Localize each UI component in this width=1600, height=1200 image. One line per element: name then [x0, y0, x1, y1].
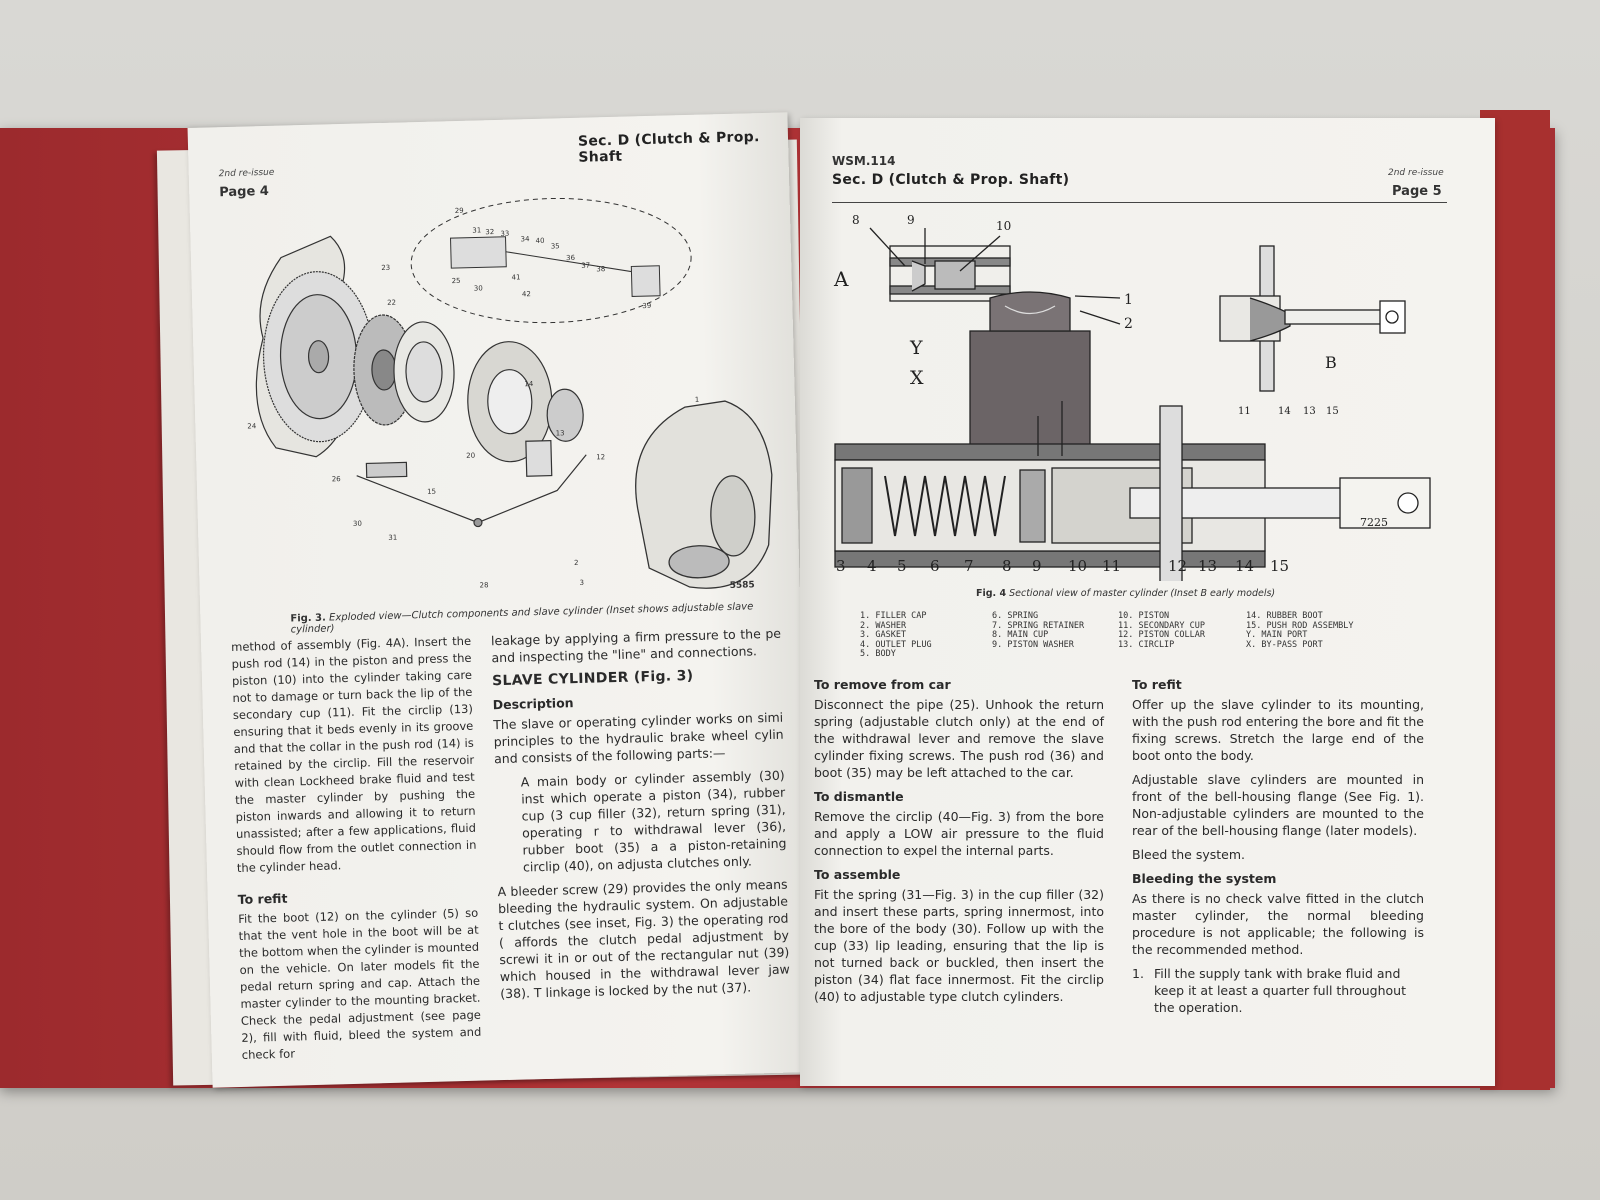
- legend-item: 6. SPRING: [992, 611, 1039, 621]
- svg-text:30: 30: [473, 284, 483, 293]
- bottom-label-13: 13: [1198, 557, 1218, 575]
- svg-text:12: 12: [596, 453, 606, 462]
- legend-item: 1. FILLER CAP: [860, 611, 927, 621]
- top-label-9: 9: [907, 213, 915, 227]
- bleeding-step-1: [1132, 965, 1424, 1016]
- svg-text:31: 31: [388, 533, 398, 542]
- assemble-para: Fit the spring (31—Fig. 3) in the cup filler (32) and insert these parts, spring innermost, into the bore of the body (30). Follow up with the cup (33) lip leading, ensuring that the lip is not turned back or buckled, then insert the piston (34) flat face innermost. Fit the circlip (40) to adjustable type clutch cylinders.: [814, 887, 1104, 1004]
- svg-text:29: 29: [454, 206, 464, 216]
- legend-item: 2. WASHER: [860, 620, 907, 631]
- left-figure-number: 5585: [729, 580, 755, 591]
- dismantle-para: Remove the circlip (40—Fig. 3) from the bore and apply a LOW air pressure to the fluid connection to expel the internal parts.: [814, 809, 1104, 858]
- svg-text:34: 34: [520, 235, 530, 244]
- left-col1-para1: method of assembly (Fig. 4A). Insert the push rod (14) in the piston and press the piston (10) into the cylinder taking care not to damage or turn back the lip of the secondary cup (11). Fit the circlip (13) ensuring that it beds evenly in its groove and that the collar in the push rod (14) is retained by the circlip. Fill the reservoir with clean Lockheed brake fluid and test the master cylinder by pushing the piston inwards and allowing it to return unassisted; after a few applications, fluid should flow from the outlet connection in the cylinder head.: [230, 633, 477, 875]
- bleeding-para: As there is no check valve fitted in the clutch master cylinder, the normal bleeding procedure is not applicable; the following is the recommended method.: [1132, 891, 1424, 957]
- left-col2-para2: The slave or operating cylinder works on simi principles to the hydraulic brake wheel cylin and consists of the following parts:—: [493, 709, 784, 767]
- svg-text:25: 25: [451, 276, 461, 286]
- bottom-label-12: 12: [1168, 557, 1188, 575]
- left-col2-para1: leakage by applying a firm pressure to the pe and inspecting the "line" and connections.: [490, 625, 782, 666]
- left-refit-heading: To refit: [237, 890, 288, 907]
- bottom-label-5: 5: [897, 557, 907, 575]
- inset-b-drawing: [1220, 246, 1405, 391]
- legend-item: 13. CIRCLIP: [1118, 639, 1175, 650]
- left-caption-label: Fig. 3.: [290, 612, 327, 625]
- svg-text:3: 3: [579, 578, 585, 587]
- left-section-title: Sec. D (Clutch & Prop. Shaft: [577, 129, 760, 166]
- slave-cylinder-heading: SLAVE CYLINDER (Fig. 3): [491, 667, 694, 690]
- bleed-para: Bleed the system.: [1132, 847, 1245, 862]
- bottom-label-14: 14: [1235, 557, 1255, 575]
- svg-text:26: 26: [331, 475, 341, 484]
- right-reissue: 2nd re-issue: [1388, 168, 1444, 178]
- svg-text:14: 14: [524, 380, 534, 389]
- right-caption-label: Fig. 4: [976, 588, 1007, 599]
- right-code: WSM.114: [832, 154, 896, 168]
- svg-text:28: 28: [479, 581, 489, 590]
- svg-text:35: 35: [550, 242, 560, 251]
- bleeding-heading: Bleeding the system: [1132, 871, 1277, 886]
- legend-col-4: [1246, 612, 1353, 650]
- legend-item: 3. GASKET: [860, 630, 907, 640]
- legend-item: 8. MAIN CUP: [992, 630, 1049, 640]
- right-section-title: Sec. D (Clutch & Prop. Shaft): [832, 172, 1070, 188]
- bottom-label-3: 3: [836, 557, 846, 575]
- right-column-2: [1132, 670, 1424, 1016]
- right-page-number: Page 5: [1392, 184, 1442, 199]
- refit-para: Offer up the slave cylinder to its mounting, with the push rod entering the bore and fit the fixing screws. Stretch the large end of the boot onto the body.: [1132, 697, 1424, 763]
- bottom-label-10: 10: [1068, 557, 1088, 575]
- inset-label-13: 13: [1303, 406, 1316, 417]
- legend-item: Y. MAIN PORT: [1246, 630, 1308, 640]
- letter-x: X: [910, 367, 924, 389]
- left-col2-para3: A main body or cylinder assembly (30) inst which operate a piston (34), rubber cup (3 cup filler (32), return spring (31), operating r to withdrawal lever (36), rubber boot (35) a a piston-retaining circlip (40), on adjusta clutches only.: [520, 767, 787, 875]
- svg-text:1: 1: [694, 395, 700, 404]
- svg-text:13: 13: [555, 429, 565, 438]
- left-column-1: [231, 633, 482, 1071]
- svg-text:15: 15: [427, 487, 437, 496]
- description-heading: Description: [492, 695, 574, 713]
- left-reissue: 2nd re-issue: [218, 167, 275, 180]
- right-figure-caption: [976, 588, 1275, 599]
- bottom-label-11: 11: [1102, 557, 1122, 575]
- clutch-plate-drawing: [353, 313, 456, 426]
- step-text: Fill the supply tank with brake fluid and keep it at least a quarter full throughout the operation.: [1154, 966, 1406, 1015]
- letter-a: A: [834, 267, 849, 291]
- legend-col-2: [992, 612, 1084, 650]
- dismantle-heading: To dismantle: [814, 789, 904, 804]
- right-page: [800, 118, 1495, 1086]
- left-page-number: Page 4: [219, 183, 270, 201]
- top-label-10: 10: [996, 219, 1012, 233]
- legend-col-1: [860, 612, 932, 660]
- bellhousing-drawing: [633, 400, 774, 590]
- cylinder-body-drawing: [835, 401, 1430, 581]
- side-label-2: 2: [1124, 316, 1133, 332]
- left-page: [188, 112, 813, 1087]
- legend-item: 10. PISTON: [1118, 611, 1170, 621]
- legend-item: 15. PUSH ROD ASSEMBLY: [1246, 620, 1354, 631]
- letter-b: B: [1325, 353, 1337, 372]
- svg-text:20: 20: [466, 451, 476, 460]
- legend-item: 5. BODY: [860, 649, 896, 659]
- svg-text:31: 31: [472, 226, 482, 235]
- top-label-8: 8: [852, 213, 860, 227]
- legend-item: 11. SECONDARY CUP: [1118, 620, 1205, 631]
- master-cylinder-figure: [830, 206, 1450, 581]
- adjustable-para: Adjustable slave cylinders are mounted in front of the bell-housing flange (See Fig. 1). Non-adjustable cylinders are mounted to the rear of the bell-housing flange (later models).: [1132, 772, 1424, 838]
- svg-text:41: 41: [511, 273, 521, 282]
- inset-a-drawing: [870, 228, 1010, 301]
- bottom-label-6: 6: [930, 557, 940, 575]
- left-col1-para2: Fit the boot (12) on the cylinder (5) so that the vent hole in the boot will be at the bottom when the cylinder is mounted on the vehicle. On later models fit the pedal return spring and cap. Attach the master cylinder to the mounting bracket. Check the pedal adjustment (see page 2), fill with fluid, bleed the system and check for: [238, 905, 482, 1062]
- step-number: 1.: [1132, 966, 1144, 981]
- inset-label-14: 14: [1278, 406, 1291, 417]
- right-caption-text: Sectional view of master cylinder (Inset B early models): [1009, 588, 1276, 599]
- svg-text:38: 38: [596, 265, 606, 274]
- svg-text:23: 23: [381, 263, 391, 272]
- legend-item: 9. PISTON WASHER: [992, 639, 1074, 650]
- right-column-1: [814, 670, 1104, 1012]
- svg-text:37: 37: [581, 261, 591, 270]
- letter-y: Y: [910, 337, 923, 359]
- svg-text:22: 22: [387, 298, 397, 307]
- svg-text:30: 30: [352, 519, 362, 528]
- assemble-heading: To assemble: [814, 867, 901, 882]
- bottom-label-8: 8: [1002, 557, 1012, 575]
- inset-label-11: 11: [1238, 406, 1251, 417]
- svg-text:39: 39: [642, 301, 652, 311]
- right-figure-number: 7225: [1360, 516, 1388, 529]
- svg-text:42: 42: [521, 290, 532, 299]
- inset-label-15: 15: [1326, 406, 1339, 417]
- bottom-label-9: 9: [1032, 557, 1042, 575]
- bottom-label-15: 15: [1270, 557, 1290, 575]
- svg-text:24: 24: [247, 422, 257, 431]
- legend-item: 4. OUTLET PLUG: [860, 639, 932, 650]
- legend-item: X. BY-PASS PORT: [1246, 639, 1323, 650]
- bottom-label-4: 4: [867, 557, 877, 575]
- svg-text:33: 33: [500, 229, 510, 238]
- exploded-view-figure: [219, 185, 790, 610]
- left-column-2: [491, 625, 791, 1009]
- remove-heading: To remove from car: [814, 677, 951, 692]
- refit-heading: To refit: [1132, 677, 1182, 692]
- svg-text:36: 36: [565, 253, 576, 263]
- pressure-plate-drawing: [466, 340, 584, 463]
- remove-para: Disconnect the pipe (25). Unhook the return spring (adjustable clutch only) at the end of the withdrawal lever and remove the slave cylinder fixing screws. The push rod (36) and boot (35) may be left attached to the car.: [814, 697, 1104, 780]
- legend-item: 14. RUBBER BOOT: [1246, 611, 1323, 621]
- bottom-label-7: 7: [964, 557, 974, 575]
- legend-item: 12. PISTON COLLAR: [1118, 630, 1205, 640]
- header-rule: [832, 202, 1447, 203]
- svg-text:40: 40: [535, 236, 545, 245]
- svg-text:32: 32: [485, 228, 495, 237]
- svg-text:2: 2: [573, 558, 579, 568]
- legend-col-3: [1118, 612, 1205, 650]
- side-label-1: 1: [1124, 292, 1133, 308]
- left-col2-para4: A bleeder screw (29) provides the only means bleeding the hydraulic system. On adjustable t clutches (see inset, Fig. 3) the operating rod ( affords the clutch pedal adjustment by screwi it in or out of the rectangular nut (39) which housed in the withdrawal lever jaw (38). T linkage is locked by the nut (37).: [497, 876, 790, 1002]
- left-caption-text: Exploded view—Clutch components and slave cylinder (Inset shows adjustable slave cylinder): [290, 601, 754, 636]
- legend-item: 7. SPRING RETAINER: [992, 620, 1085, 631]
